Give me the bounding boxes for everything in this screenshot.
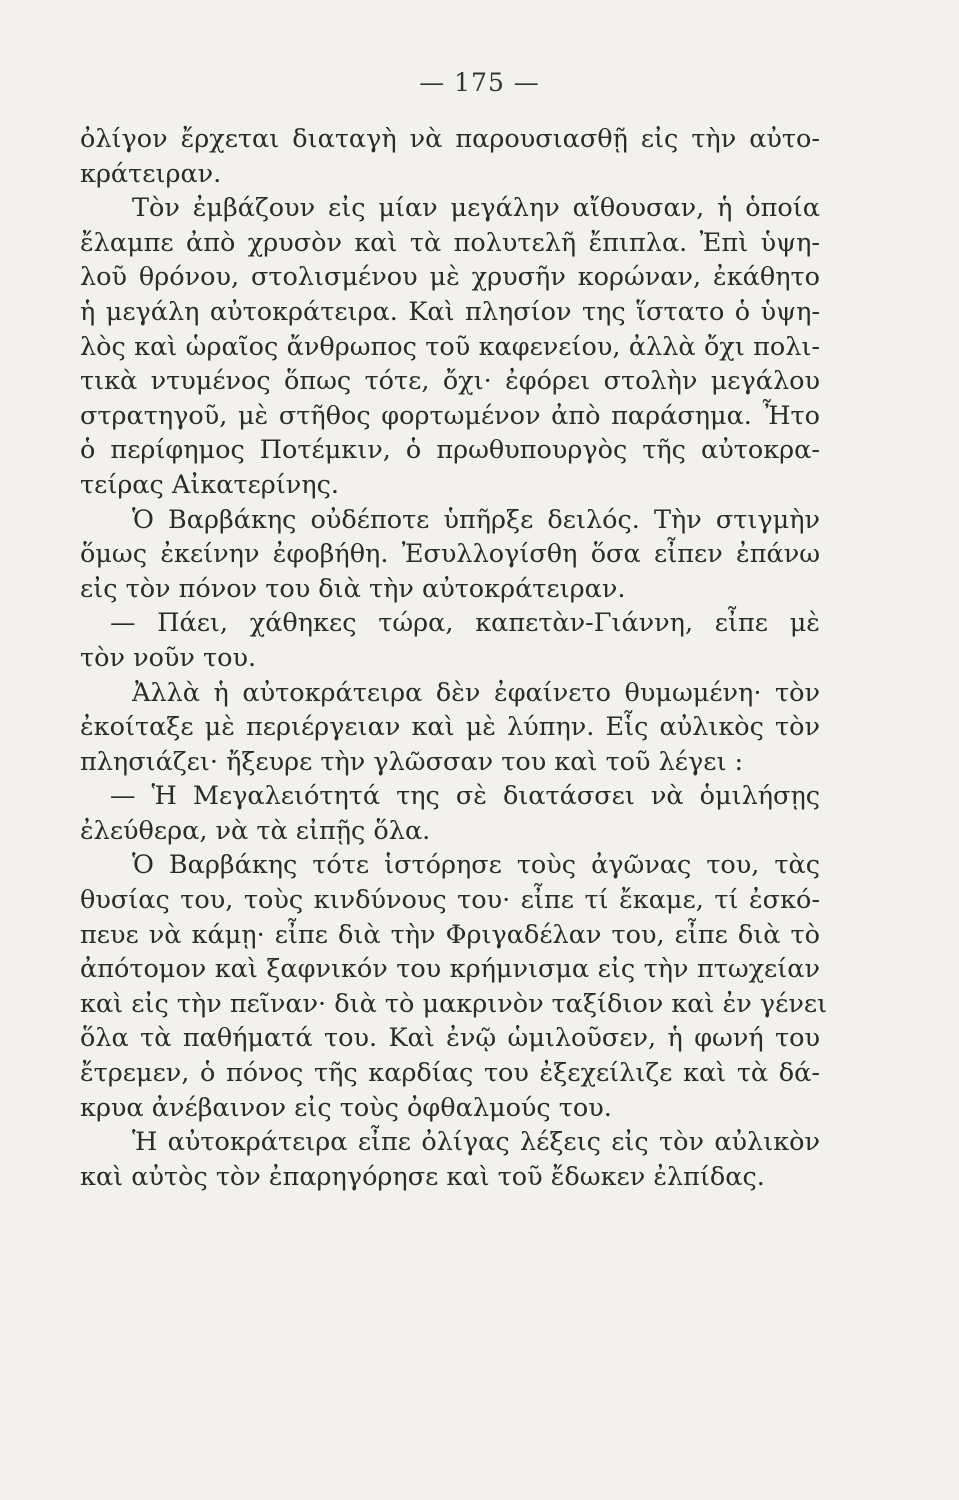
text-line: κράτειραν. — [80, 158, 222, 189]
text-line: πευε νὰ κάμῃ· εἶπε διὰ τὴν Φριγαδέλαν του, εἶπε διὰ τὸ — [80, 919, 820, 950]
text-line: κρυα ἀνέβαινον εἰς τοὺς ὀφθαλμούς του. — [80, 1092, 612, 1123]
text-line: τικὰ ντυμένος ὅπως τότε, ὄχι· ἐφόρει στολὴν μεγάλου — [80, 366, 820, 397]
text-line: ὁ περίφημος Ποτέμκιν, ὁ πρωθυπουργὸς τῆς αὐτοκρα- — [80, 435, 820, 466]
text-line: ἔλαμπε ἀπὸ χρυσὸν καὶ τὰ πολυτελῆ ἔπιπλα. Ἐπὶ ὑψη- — [80, 227, 820, 258]
text-line: στρατηγοῦ, μὲ στῆθος φορτωμένον ἀπὸ παράσημα. Ἦτο — [80, 400, 820, 431]
text-line: ἐλεύθερα, νὰ τὰ εἰπῇς ὅλα. — [80, 815, 431, 846]
text-line: Ἀλλὰ ἡ αὐτοκράτειρα δὲν ἐφαίνετο θυμωμένη· τὸν — [132, 677, 820, 708]
text-line: Ὁ Βαρβάκης τότε ἱστόρησε τοὺς ἀγῶνας του, τὰς — [132, 850, 820, 881]
text-line: λὸς καὶ ὡραῖος ἄνθρωπος τοῦ καφενείου, ἀλλὰ ὄχι πολι- — [80, 331, 820, 362]
text-line: ἀπότομον καὶ ξαφνικόν του κρήμνισμα εἰς τὴν πτωχείαν — [80, 954, 820, 985]
text-line: ἡ μεγάλη αὐτοκράτειρα. Καὶ πλησίον της ἵστατο ὁ ὑψη- — [80, 296, 820, 327]
text-line: ὀλίγον ἔρχεται διαταγὴ νὰ παρουσιασθῇ εἰς τὴν αὐτο- — [80, 124, 820, 154]
text-line: εἰς τὸν πόνον του διὰ τὴν αὐτοκράτειραν. — [80, 573, 626, 604]
text-line: λοῦ θρόνου, στολισμένου μὲ χρυσῆν κορώναν, ἐκάθητο — [80, 262, 820, 293]
text-line: — Ἡ Μεγαλειότητά της σὲ διατάσσει νὰ ὁμιλήσῃς — [110, 781, 820, 812]
text-line: ὅμως ἐκείνην ἐφοβήθη. Ἐσυλλογίσθη ὅσα εἶπεν ἐπάνω — [80, 539, 820, 570]
text-line: ἔτρεμεν, ὁ πόνος τῆς καρδίας του ἐξεχείλιζε καὶ τὰ δά- — [80, 1058, 820, 1089]
text-line: ἐκοίταξε μὲ περιέργειαν καὶ μὲ λύπην. Εἷς αὐλικὸς τὸν — [80, 712, 820, 743]
text-line: τὸν νοῦν του. — [80, 642, 257, 673]
text-line: — Πάει, χάθηκες τώρα, καπετὰν-Γιάννη, εἶπε μὲ — [110, 608, 820, 639]
text-line: θυσίας του, τοὺς κινδύνους του· εἶπε τί ἔκαμε, τί ἐσκό- — [80, 885, 820, 916]
text-line: Ὁ Βαρβάκης οὐδέποτε ὑπῆρξε δειλός. Τὴν στιγμὴν — [132, 504, 820, 535]
text-line: πλησιάζει· ἤξευρε τὴν γλῶσσαν του καὶ τοῦ λέγει : — [80, 746, 744, 777]
text-line: τείρας Αἰκατερίνης. — [80, 469, 339, 500]
text-line: ὅλα τὰ παθήματά του. Καὶ ἐνῷ ὡμιλοῦσεν, ἡ φωνή του — [80, 1023, 820, 1054]
page-number: — 175 — — [419, 68, 540, 97]
body-text — [80, 122, 828, 1194]
text-line: Τὸν ἐμβάζουν εἰς μίαν μεγάλην αἴθουσαν, ἡ ὁποία — [132, 193, 820, 224]
text-line: καὶ αὐτὸς τὸν ἐπαρηγόρησε καὶ τοῦ ἔδωκεν ἐλπίδας. — [80, 1161, 765, 1192]
text-line: καὶ εἰς τὴν πεῖναν· διὰ τὸ μακρινὸν ταξίδιον καὶ ἐν γένει — [80, 988, 828, 1019]
text-line: Ἡ αὐτοκράτειρα εἶπε ὀλίγας λέξεις εἰς τὸν αὐλικὸν — [132, 1127, 820, 1158]
